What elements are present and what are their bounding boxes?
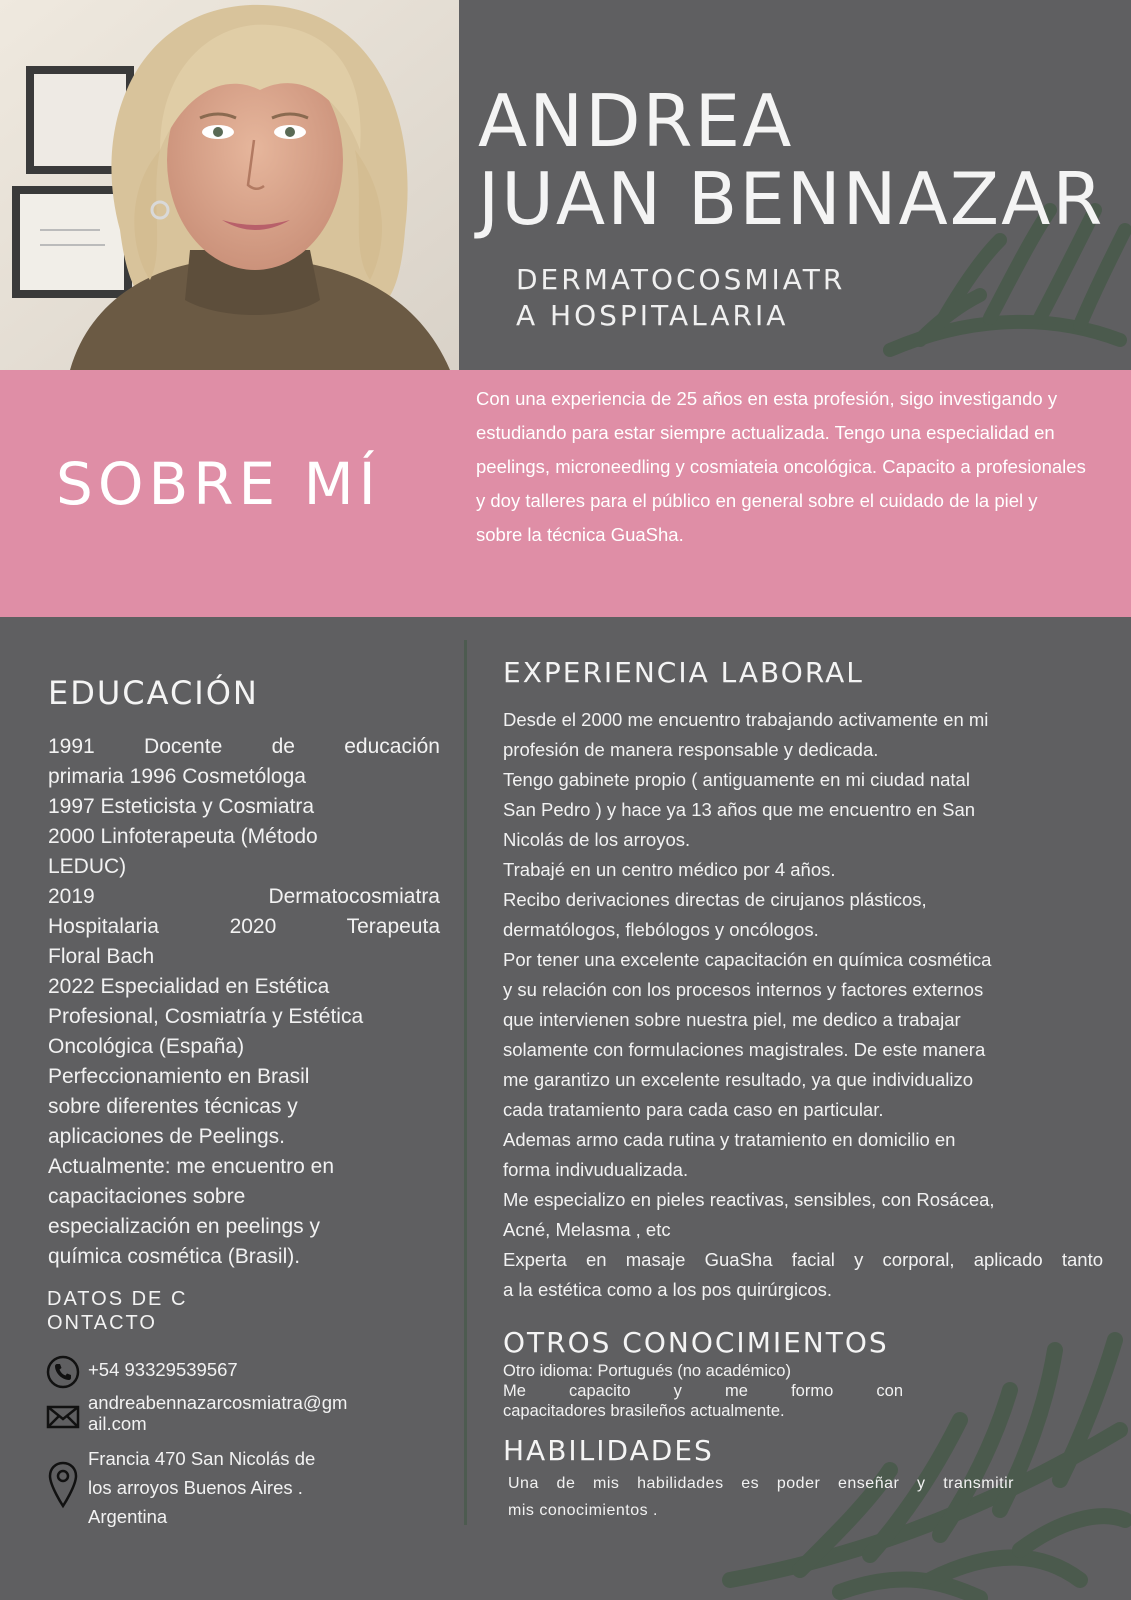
education-line: Hospitalaria 2020 Terapeuta: [48, 915, 440, 938]
skills-title: HABILIDADES: [503, 1434, 714, 1467]
experience-line: Me especializo en pieles reactivas, sensibles, con Rosácea,: [503, 1189, 995, 1210]
location-pin-icon: [46, 1460, 80, 1510]
experience-line: dermatólogos, flebólogos y oncólogos.: [503, 919, 819, 940]
job-title: [516, 262, 846, 334]
experience-line: Nicolás de los arroyos.: [503, 829, 691, 850]
education-line: especialización en peelings y: [48, 1215, 321, 1238]
name-line-2: JUAN BENNAZAR: [478, 157, 1105, 241]
education-line: Profesional, Cosmiatría y Estética: [48, 1005, 364, 1028]
education-line: sobre diferentes técnicas y: [48, 1095, 298, 1118]
skills-text: [508, 1470, 1014, 1524]
job-title-line-2: A HOSPITALARIA: [516, 299, 789, 332]
about-text: Con una experiencia de 25 años en esta profesión, sigo investigando y estudiando para estar siempre actualizada. Tengo una especialidad en peelings, microneedling y cosmiateia oncológica. Capacito a profesionales y doy talleres para el público en general sobre el cuidado de la piel y sobre la técnica GuaSha.: [476, 388, 1086, 545]
education-text: [48, 732, 440, 1272]
experience-line: cada tratamiento para cada caso en particular.: [503, 1099, 884, 1120]
experience-line: San Pedro ) y hace ya 13 años que me encuentro en San: [503, 799, 976, 820]
mail-icon: [46, 1400, 80, 1434]
other-knowledge-title: OTROS CONOCIMIENTOS: [503, 1326, 889, 1359]
address-line-2: los arroyos Buenos Aires .: [88, 1477, 303, 1498]
education-title: EDUCACIÓN: [48, 674, 259, 712]
other-knowledge-line: capacitadores brasileños actualmente.: [503, 1402, 785, 1420]
address-line-3: Argentina: [88, 1506, 168, 1527]
experience-line: Recibo derivaciones directas de cirujanos plásticos,: [503, 889, 927, 910]
experience-line: forma indivudualizada.: [503, 1159, 689, 1180]
phone-number: +54 93329539567: [88, 1359, 238, 1380]
contact-email: [46, 1392, 347, 1434]
postal-address: [88, 1444, 315, 1531]
experience-line: Acné, Melasma , etc: [503, 1219, 671, 1240]
experience-line: Desde el 2000 me encuentro trabajando activamente en mi: [503, 709, 989, 730]
about-title: SOBRE MÍ: [56, 450, 381, 518]
education-line: Actualmente: me encuentro en: [48, 1155, 335, 1178]
education-line: Floral Bach: [48, 945, 155, 968]
experience-line: solamente con formulaciones magistrales. De este manera: [503, 1039, 986, 1060]
job-title-line-1: DERMATOCOSMIATR: [516, 263, 846, 296]
education-line: 2000 Linfoterapeuta (Método: [48, 825, 318, 848]
column-divider: [464, 640, 467, 1525]
skills-line: Una de mis habilidades es poder enseñar y transmitir: [508, 1475, 1014, 1492]
experience-line: Experta en masaje GuaSha facial y corporal, aplicado tanto: [503, 1249, 1103, 1270]
education-line: química cosmética (Brasil).: [48, 1245, 301, 1268]
experience-line: que intervienen sobre nuestra piel, me dedico a trabajar: [503, 1009, 961, 1030]
education-line: 2019 Dermatocosmiatra: [48, 885, 440, 908]
education-line: 1991 Docente de educación: [48, 735, 440, 758]
person-name: [478, 79, 1105, 241]
education-line: 1997 Esteticista y Cosmiatra: [48, 795, 315, 818]
education-line: aplicaciones de Peelings.: [48, 1125, 285, 1148]
other-knowledge-line: Otro idioma: Portugués (no académico): [503, 1362, 791, 1380]
address-line-1: Francia 470 San Nicolás de: [88, 1448, 316, 1469]
education-line: primaria 1996 Cosmetóloga: [48, 765, 306, 788]
education-line: Perfeccionamiento en Brasil: [48, 1065, 310, 1088]
phone-icon: [46, 1355, 80, 1389]
experience-line: Por tener una excelente capacitación en química cosmética: [503, 949, 992, 970]
email-line-2: ail.com: [88, 1413, 147, 1434]
experience-line: a la estética como a los pos quirúrgicos.: [503, 1279, 833, 1300]
experience-line: Ademas armo cada rutina y tratamiento en domicilio en: [503, 1129, 956, 1150]
profile-photo: [0, 0, 459, 370]
experience-line: profesión de manera responsable y dedicada.: [503, 739, 879, 760]
experience-title: EXPERIENCIA LABORAL: [503, 656, 864, 689]
contact-phone: [46, 1355, 238, 1389]
experience-section: [503, 655, 1103, 1305]
education-line: 2022 Especialidad en Estética: [48, 975, 330, 998]
education-line: LEDUC): [48, 855, 127, 878]
other-knowledge-text: [503, 1361, 903, 1421]
education-section: [48, 672, 440, 1272]
education-line: Oncológica (España): [48, 1035, 245, 1058]
contact-title: DATOS DE CONTACTO: [47, 1288, 188, 1334]
name-line-1: ANDREA: [478, 79, 794, 163]
experience-line: Trabajé en un centro médico por 4 años.: [503, 859, 836, 880]
experience-line: me garantizo un excelente resultado, ya que individualizo: [503, 1069, 973, 1090]
about-section: [0, 370, 1131, 617]
experience-line: y su relación con los procesos internos y factores externos: [503, 979, 984, 1000]
contact-address: [46, 1444, 315, 1531]
experience-text: [503, 705, 1103, 1305]
email-address: [88, 1392, 347, 1434]
experience-line: Tengo gabinete propio ( antiguamente en mi ciudad natal: [503, 769, 970, 790]
skills-line: mis conocimientos .: [508, 1502, 658, 1519]
education-line: capacitaciones sobre: [48, 1185, 246, 1208]
email-line-1: andreabennazarcosmiatra@gm: [88, 1392, 348, 1413]
other-knowledge-line: Me capacito y me formo con: [503, 1382, 903, 1400]
